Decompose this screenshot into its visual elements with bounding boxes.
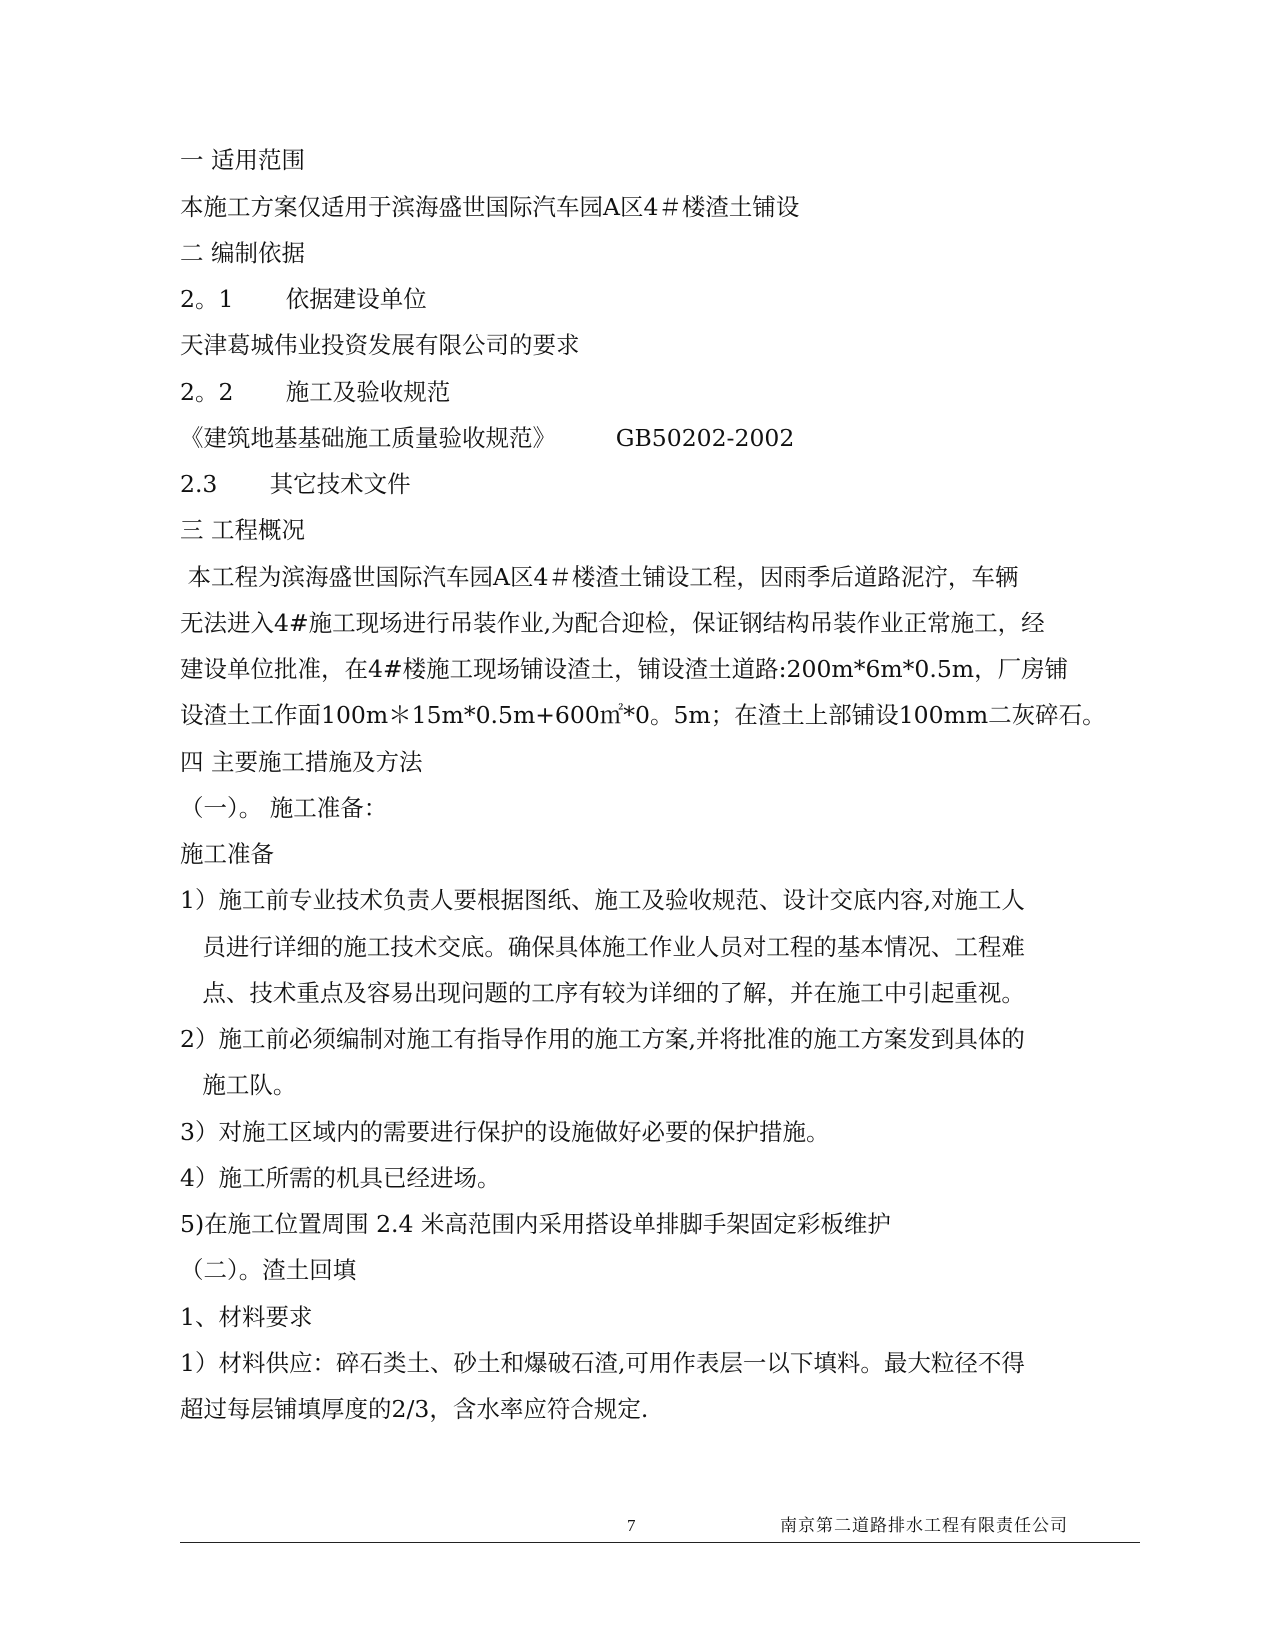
section-heading-overview: 三 工程概况: [180, 516, 305, 544]
subheading-backfill: （二）。渣土回填: [180, 1256, 357, 1284]
list-item-1-line-1: 1）施工前专业技术负责人要根据图纸、施工及验收规范、设计交底内容,对施工人: [180, 886, 1025, 914]
list-item-5: 5)在施工位置周围 2.4 米高范围内采用搭设单排脚手架固定彩板维护: [180, 1210, 891, 1238]
scope-text: 本施工方案仅适用于滨海盛世国际汽车园A区4＃楼渣土铺设: [180, 193, 800, 221]
subheading-material-requirements: 1、材料要求: [180, 1303, 313, 1331]
standard-reference: 《建筑地基基础施工质量验收规范》 GB50202-2002: [180, 424, 795, 452]
overview-paragraph-line-2: 无法进入4#施工现场进行吊装作业,为配合迎检，保证钢结构吊装作业正常施工，经: [180, 609, 1045, 637]
subheading-preparation: （一）。 施工准备：: [180, 794, 388, 822]
company-name: 南京第二道路排水工程有限责任公司: [780, 1516, 1068, 1536]
section-heading-measures: 四 主要施工措施及方法: [180, 748, 423, 776]
list-item-4: 4）施工所需的机具已经进场。: [180, 1164, 501, 1192]
page-number: 7: [627, 1516, 636, 1535]
list-item-1-line-2: 员进行详细的施工技术交底。确保具体施工作业人员对工程的基本情况、工程难: [180, 933, 1025, 961]
material-item-1-line-2: 超过每层铺填厚度的2/3，含水率应符合规定.: [180, 1395, 649, 1423]
footer-divider: [180, 1542, 1140, 1543]
overview-paragraph-line-1: 本工程为滨海盛世国际汽车园A区4＃楼渣土铺设工程，因雨季后道路泥泞，车辆: [180, 563, 1019, 591]
section-heading-basis: 二 编制依据: [180, 239, 305, 267]
subheading-2-2: 2。2 施工及验收规范: [180, 378, 451, 406]
client-requirement-text: 天津葛城伟业投资发展有限公司的要求: [180, 331, 580, 359]
subheading-2-1: 2。1 依据建设单位: [180, 285, 427, 313]
overview-paragraph-line-4: 设渣土工作面100m＊15m*0.5m+600㎡*0。5m；在渣土上部铺设100mm二灰碎石。: [180, 701, 1106, 729]
subheading-2-3: 2.3 其它技术文件: [180, 470, 411, 498]
preparation-label: 施工准备: [180, 840, 274, 868]
material-item-1-line-1: 1）材料供应：碎石类土、砂土和爆破石渣,可用作表层一以下填料。最大粒径不得: [180, 1349, 1025, 1377]
list-item-2-line-1: 2）施工前必须编制对施工有指导作用的施工方案,并将批准的施工方案发到具体的: [180, 1025, 1025, 1053]
overview-paragraph-line-3: 建设单位批准，在4#楼施工现场铺设渣土，铺设渣土道路:200m*6m*0.5m，厂房铺: [180, 655, 1069, 683]
list-item-3: 3）对施工区域内的需要进行保护的设施做好必要的保护措施。: [180, 1118, 830, 1146]
list-item-2-line-2: 施工队。: [180, 1071, 297, 1099]
list-item-1-line-3: 点、技术重点及容易出现问题的工序有较为详细的了解，并在施工中引起重视。: [180, 979, 1025, 1007]
section-heading-scope: 一 适用范围: [180, 146, 305, 174]
